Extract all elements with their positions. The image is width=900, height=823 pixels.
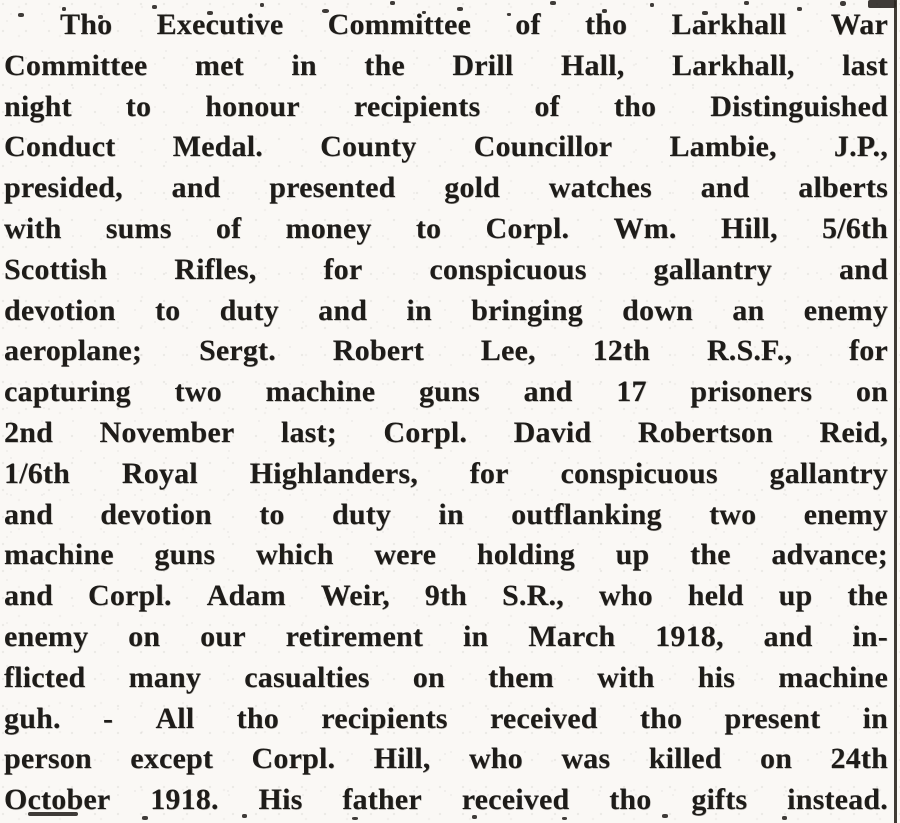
word: outflanking [511,497,662,531]
word: and [700,171,750,205]
word: tho [236,701,279,735]
word: were [374,538,437,572]
text-line [4,87,888,128]
word: received [489,701,598,735]
text-line [4,372,888,413]
text-line [4,5,888,46]
word: his [697,660,736,694]
word: machine [778,660,888,694]
word: Medal. [172,130,263,164]
word: His [258,783,303,817]
word: last [842,48,888,82]
word: Corpl. [251,742,336,776]
word: R.S.F., [706,334,793,368]
text-line [4,168,888,209]
column-rule [894,0,897,823]
word: night [4,89,72,123]
word: 24th [830,742,888,776]
word: in [438,497,464,531]
word: tho [613,89,657,123]
word: and [318,293,368,327]
word: gold [444,171,501,205]
word: with [597,660,655,694]
word: recipients [353,89,481,123]
word: to [259,497,285,531]
text-line [4,699,888,740]
word: and [4,497,53,531]
word: Distinguished [710,89,888,123]
word: conspicuous [429,252,587,286]
word: flicted [4,660,86,694]
word: present [724,701,821,735]
word: Corpl. [485,211,570,245]
word: killed [648,742,722,776]
text-line [4,331,888,372]
word: Scottish [4,252,108,286]
word: guns [418,375,480,409]
word: in [462,619,489,653]
text-line [4,780,888,821]
word: presented [269,171,396,205]
word: enemy [803,293,888,327]
word: for [469,456,509,490]
word: Conduct [4,130,116,164]
word: Robert [332,334,424,368]
word: father [342,783,422,817]
word: Lambie, [669,130,777,164]
word: on [760,742,793,776]
word: Hill, [373,742,431,776]
word: for [323,252,363,286]
word: on [412,660,445,694]
word: gallantry [769,456,888,490]
word: who [598,579,653,613]
word: Corpl. [383,415,468,449]
word: alberts [798,171,888,205]
word: Executive [156,8,284,41]
word: many [128,660,202,694]
word: David [513,415,592,449]
text-line [4,495,888,536]
word: on [855,375,888,409]
word: held [687,579,744,613]
word: Highlanders, [249,456,418,490]
text-line [4,291,888,332]
word: on [128,619,161,653]
text-line [4,739,888,780]
word: tho [609,783,652,817]
word: of [534,89,560,123]
word: County [320,130,417,164]
word: in- [852,619,888,653]
word: two [174,375,222,409]
word: person [4,742,92,776]
word: them [488,660,554,694]
word: advance; [771,538,888,572]
word: Sergt. [198,334,276,368]
text-line [4,413,888,454]
word: Adam [206,579,286,613]
word: 9th [424,579,468,613]
word: and [763,619,813,653]
word: last; [280,415,337,449]
text-line [4,576,888,617]
word: Wm. [613,211,677,245]
word: in [406,293,432,327]
word: in [291,48,317,82]
word: in [862,701,888,735]
word: to [154,293,181,327]
text-line [4,454,888,495]
word: gallantry [653,252,773,286]
word: Committee [4,48,148,82]
word: of [515,8,541,41]
word: holding [476,538,575,572]
word: capturing [4,375,131,409]
text-line [4,127,888,168]
word: Tho [60,8,113,41]
word: enemy [803,497,888,531]
word: prisoners [690,375,813,409]
word: an [732,293,765,327]
word: aeroplane; [4,334,143,368]
word: casualties [244,660,370,694]
word: Hall, [560,48,625,82]
word: up [615,538,650,572]
word: Councillor [473,130,613,164]
word: conspicuous [560,456,718,490]
word: tho [584,8,628,41]
word: machine [4,538,114,572]
word: for [849,334,888,368]
word: All [155,701,195,735]
word: March [528,619,616,653]
word: of [215,211,242,245]
word: instead. [787,783,888,817]
word: devotion [4,293,116,327]
word: - [102,701,114,735]
word: 17 [616,375,647,409]
word: down [622,293,693,327]
word: 2nd [4,415,53,449]
word: with [4,211,62,245]
word: except [130,742,214,776]
word: watches [548,171,652,205]
word: received [461,783,570,817]
word: our [200,619,246,653]
word: sums [105,211,172,245]
word: duty [331,497,392,531]
word: met [194,48,244,82]
word: S.R., [502,579,564,613]
word: and [523,375,573,409]
word: two [709,497,757,531]
word: which [255,538,334,572]
word: and [171,171,221,205]
word: guns [154,538,216,572]
word: War [830,8,888,41]
word: tho [639,701,683,735]
word: the [690,538,731,572]
word: Committee [327,8,472,41]
word: Lee, [480,334,536,368]
word: gifts [691,783,748,817]
word: enemy [4,619,89,653]
word: 5/6th [821,211,888,245]
word: was [561,742,611,776]
word: Drill [452,48,514,82]
word: machine [265,375,376,409]
word: bringing [471,293,583,327]
text-line [4,250,888,291]
word: who [468,742,523,776]
word: presided, [4,171,123,205]
word: Robertson [637,415,773,449]
word: October [4,783,111,817]
word: to [415,211,442,245]
word: Rifles, [174,252,257,286]
word: 12th [592,334,651,368]
word: Corpl. [87,579,172,613]
word: Weir, [320,579,390,613]
word: Larkhall [671,8,787,41]
word: money [285,211,372,245]
word: up [778,579,813,613]
word: 1/6th [4,456,71,490]
text-line [4,617,888,658]
word: Hill, [720,211,778,245]
word: and [838,252,888,286]
article-text [4,5,888,823]
word: and [4,579,53,613]
text-line [4,209,888,250]
word: honour [205,89,300,123]
word: the [364,48,405,82]
word: guh. [4,701,61,735]
word: duty [219,293,279,327]
word: J.P., [833,130,888,164]
word: November [99,415,235,449]
word: 1918, [655,619,724,653]
word: Royal [121,456,198,490]
word: the [847,579,888,613]
word: to [125,89,152,123]
text-line [4,46,888,87]
word: recipients [321,701,448,735]
word: retirement [285,619,424,653]
word: Larkhall, [671,48,795,82]
word: Reid, [819,415,888,449]
text-line [4,535,888,576]
word: devotion [100,497,212,531]
text-line [4,658,888,699]
word: 1918. [150,783,219,817]
